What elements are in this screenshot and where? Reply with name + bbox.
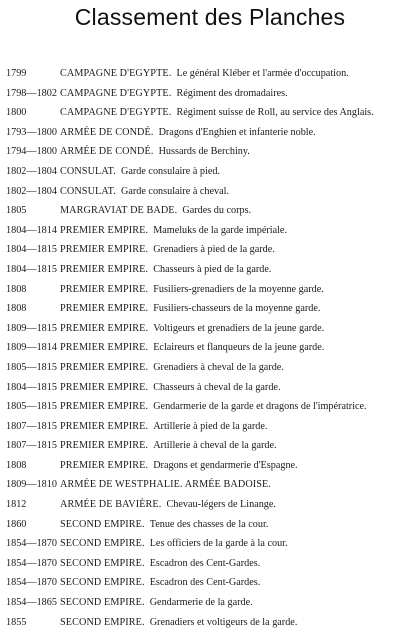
list-item xyxy=(0,244,420,264)
entry-section: PREMIER EMPIRE. xyxy=(60,303,149,315)
entry-date: 1812 xyxy=(6,499,27,511)
list-item xyxy=(0,68,420,88)
entry-description: Tenue des chasses de la cour. xyxy=(149,518,269,530)
entry-text xyxy=(60,460,298,471)
entry-text xyxy=(60,127,316,138)
entry-date: 1855 xyxy=(6,616,27,628)
entry-section: PREMIER EMPIRE. xyxy=(60,459,149,471)
entry-date: 1854—1870 xyxy=(6,577,57,589)
list-item xyxy=(0,421,420,441)
entry-date: 1793—1800 xyxy=(6,126,57,138)
entry-text xyxy=(60,538,288,549)
entry-date: 1807—1815 xyxy=(6,420,57,432)
entry-description: Artillerie à cheval de la garde. xyxy=(153,440,277,452)
entry-section: PREMIER EMPIRE. xyxy=(60,263,149,275)
list-item xyxy=(0,127,420,147)
entry-text xyxy=(60,382,281,393)
entry-text xyxy=(60,205,251,216)
entry-description: Gendarmerie de la garde. xyxy=(149,597,253,609)
entry-text xyxy=(60,303,320,314)
entry-section: CAMPAGNE D'EGYPTE. xyxy=(60,107,172,119)
entry-text xyxy=(60,519,268,530)
entry-date: 1799 xyxy=(6,68,27,79)
entry-description: Dragons d'Enghien et infanterie noble. xyxy=(158,126,316,138)
list-item xyxy=(0,362,420,382)
list-item xyxy=(0,479,420,499)
page-title: Classement des Planches xyxy=(74,4,346,30)
entry-description: Artillerie à pied de la garde. xyxy=(153,420,268,432)
list-item xyxy=(0,401,420,421)
entry-date: 1809—1814 xyxy=(6,342,57,354)
entry-section: ARMÉE DE WESTPHALIE. ARMÉE BADOISE. xyxy=(60,479,272,491)
entry-description: Chevau-légers de Linange. xyxy=(166,499,276,511)
entry-text xyxy=(60,479,271,490)
entry-text xyxy=(60,577,260,588)
entry-section: CONSULAT. xyxy=(60,165,116,177)
entry-section: CAMPAGNE D'EGYPTE. xyxy=(60,68,172,79)
entry-text xyxy=(60,401,367,412)
entry-date: 1805 xyxy=(6,205,27,217)
entry-text xyxy=(60,284,324,295)
entry-date: 1854—1865 xyxy=(6,597,57,609)
entry-text xyxy=(60,362,284,373)
list-item xyxy=(0,499,420,519)
entry-text xyxy=(60,244,275,255)
entry-section: PREMIER EMPIRE. xyxy=(60,342,149,354)
entry-description: Grenadiers à cheval de la garde. xyxy=(153,361,284,373)
list-item xyxy=(0,186,420,206)
entry-section: PREMIER EMPIRE. xyxy=(60,381,149,393)
entry-text xyxy=(60,107,374,118)
entry-text xyxy=(60,264,271,275)
entry-text xyxy=(60,421,267,432)
entry-section: SECOND EMPIRE. xyxy=(60,616,145,628)
entry-description: Garde consulaire à cheval. xyxy=(121,185,230,197)
entry-description: Le général Kléber et l'armée d'occupation. xyxy=(176,68,349,79)
entry-date: 1804—1815 xyxy=(6,381,57,393)
entry-date: 1808 xyxy=(6,303,27,315)
entry-section: PREMIER EMPIRE. xyxy=(60,440,149,452)
entry-date: 1808 xyxy=(6,459,27,471)
entry-description: Régiment des dromadaires. xyxy=(176,87,288,99)
entry-date: 1798—1802 xyxy=(6,87,57,99)
list-item xyxy=(0,264,420,284)
entry-text xyxy=(60,88,288,99)
list-item xyxy=(0,205,420,225)
entry-section: SECOND EMPIRE. xyxy=(60,518,145,530)
entry-section: ARMÉE DE BAVIÈRE. xyxy=(60,499,162,511)
entry-text xyxy=(60,558,260,569)
entry-date: 1800 xyxy=(6,107,27,119)
entry-description: Voltigeurs et grenadiers de la jeune garde. xyxy=(153,322,325,334)
entry-description: Hussards de Berchiny. xyxy=(158,146,250,158)
entry-date: 1804—1814 xyxy=(6,224,57,236)
entry-description: Escadron des Cent-Gardes. xyxy=(149,577,261,589)
entry-date: 1802—1804 xyxy=(6,185,57,197)
entry-section: PREMIER EMPIRE. xyxy=(60,420,149,432)
entry-text xyxy=(60,440,277,451)
entry-section: CONSULAT. xyxy=(60,185,116,197)
entry-section: PREMIER EMPIRE. xyxy=(60,361,149,373)
list-item xyxy=(0,225,420,245)
list-item xyxy=(0,617,420,636)
entry-date: 1807—1815 xyxy=(6,440,57,452)
entry-text xyxy=(60,617,297,628)
entry-date: 1860 xyxy=(6,518,27,530)
list-item xyxy=(0,166,420,186)
list-item xyxy=(0,460,420,480)
entry-date: 1809—1815 xyxy=(6,322,57,334)
entry-section: PREMIER EMPIRE. xyxy=(60,322,149,334)
entry-date: 1808 xyxy=(6,283,27,295)
plates-list xyxy=(0,68,420,636)
list-item xyxy=(0,382,420,402)
entry-description: Dragons et gendarmerie d'Espagne. xyxy=(153,459,298,471)
entry-section: PREMIER EMPIRE. xyxy=(60,224,149,236)
list-item xyxy=(0,577,420,597)
entry-description: Gardes du corps. xyxy=(182,205,252,217)
list-item xyxy=(0,146,420,166)
list-item xyxy=(0,303,420,323)
entry-description: Garde consulaire à pied. xyxy=(121,165,220,177)
entry-date: 1854—1870 xyxy=(6,538,57,550)
entry-description: Grenadiers et voltigeurs de la garde. xyxy=(149,616,298,628)
entry-text xyxy=(60,225,287,236)
entry-section: SECOND EMPIRE. xyxy=(60,538,145,550)
entry-description: Mameluks de la garde impériale. xyxy=(153,224,288,236)
entry-date: 1794—1800 xyxy=(6,146,57,158)
entry-description: Fusiliers-grenadiers de la moyenne garde. xyxy=(153,283,324,295)
entry-section: PREMIER EMPIRE. xyxy=(60,283,149,295)
entry-section: SECOND EMPIRE. xyxy=(60,597,145,609)
list-item xyxy=(0,538,420,558)
entry-description: Chasseurs à pied de la garde. xyxy=(153,263,272,275)
entry-section: PREMIER EMPIRE. xyxy=(60,244,149,256)
entry-date: 1804—1815 xyxy=(6,244,57,256)
list-item xyxy=(0,519,420,539)
list-item xyxy=(0,323,420,343)
entry-text xyxy=(60,146,250,157)
entry-text xyxy=(60,342,324,353)
entry-section: SECOND EMPIRE. xyxy=(60,557,145,569)
entry-date: 1809—1810 xyxy=(6,479,57,491)
entry-description: Eclaireurs et flanqueurs de la jeune garde. xyxy=(153,342,325,354)
entry-date: 1805—1815 xyxy=(6,361,57,373)
entry-section: ARMÉE DE CONDÉ. xyxy=(60,146,154,158)
entry-section: SECOND EMPIRE. xyxy=(60,577,145,589)
entry-description: Gendarmerie de la garde et dragons de l'impératrice. xyxy=(153,401,367,413)
entry-description: Chasseurs à cheval de la garde. xyxy=(153,381,281,393)
entry-section: MARGRAVIAT DE BADE. xyxy=(60,205,178,217)
list-item xyxy=(0,342,420,362)
entry-date: 1805—1815 xyxy=(6,401,57,413)
entry-section: ARMÉE DE CONDÉ. xyxy=(60,126,154,138)
entry-description: Les officiers de la garde à la cour. xyxy=(149,538,288,550)
entry-description: Grenadiers à pied de la garde. xyxy=(153,244,275,256)
list-item xyxy=(0,440,420,460)
entry-date: 1802—1804 xyxy=(6,165,57,177)
entry-description: Fusiliers-chasseurs de la moyenne garde. xyxy=(153,303,321,315)
entry-text xyxy=(60,597,253,608)
entry-section: PREMIER EMPIRE. xyxy=(60,401,149,413)
entry-date: 1854—1870 xyxy=(6,557,57,569)
list-item xyxy=(0,284,420,304)
list-item xyxy=(0,107,420,127)
entry-date: 1804—1815 xyxy=(6,263,57,275)
list-item xyxy=(0,88,420,108)
entry-text xyxy=(60,68,349,79)
entry-description: Escadron des Cent-Gardes. xyxy=(149,557,261,569)
list-item xyxy=(0,558,420,578)
entry-text xyxy=(60,499,276,510)
entry-text xyxy=(60,323,324,334)
entry-section: CAMPAGNE D'EGYPTE. xyxy=(60,87,172,99)
entry-text xyxy=(60,186,229,197)
entry-text xyxy=(60,166,220,177)
entry-description: Régiment suisse de Roll, au service des Anglais. xyxy=(176,107,374,119)
